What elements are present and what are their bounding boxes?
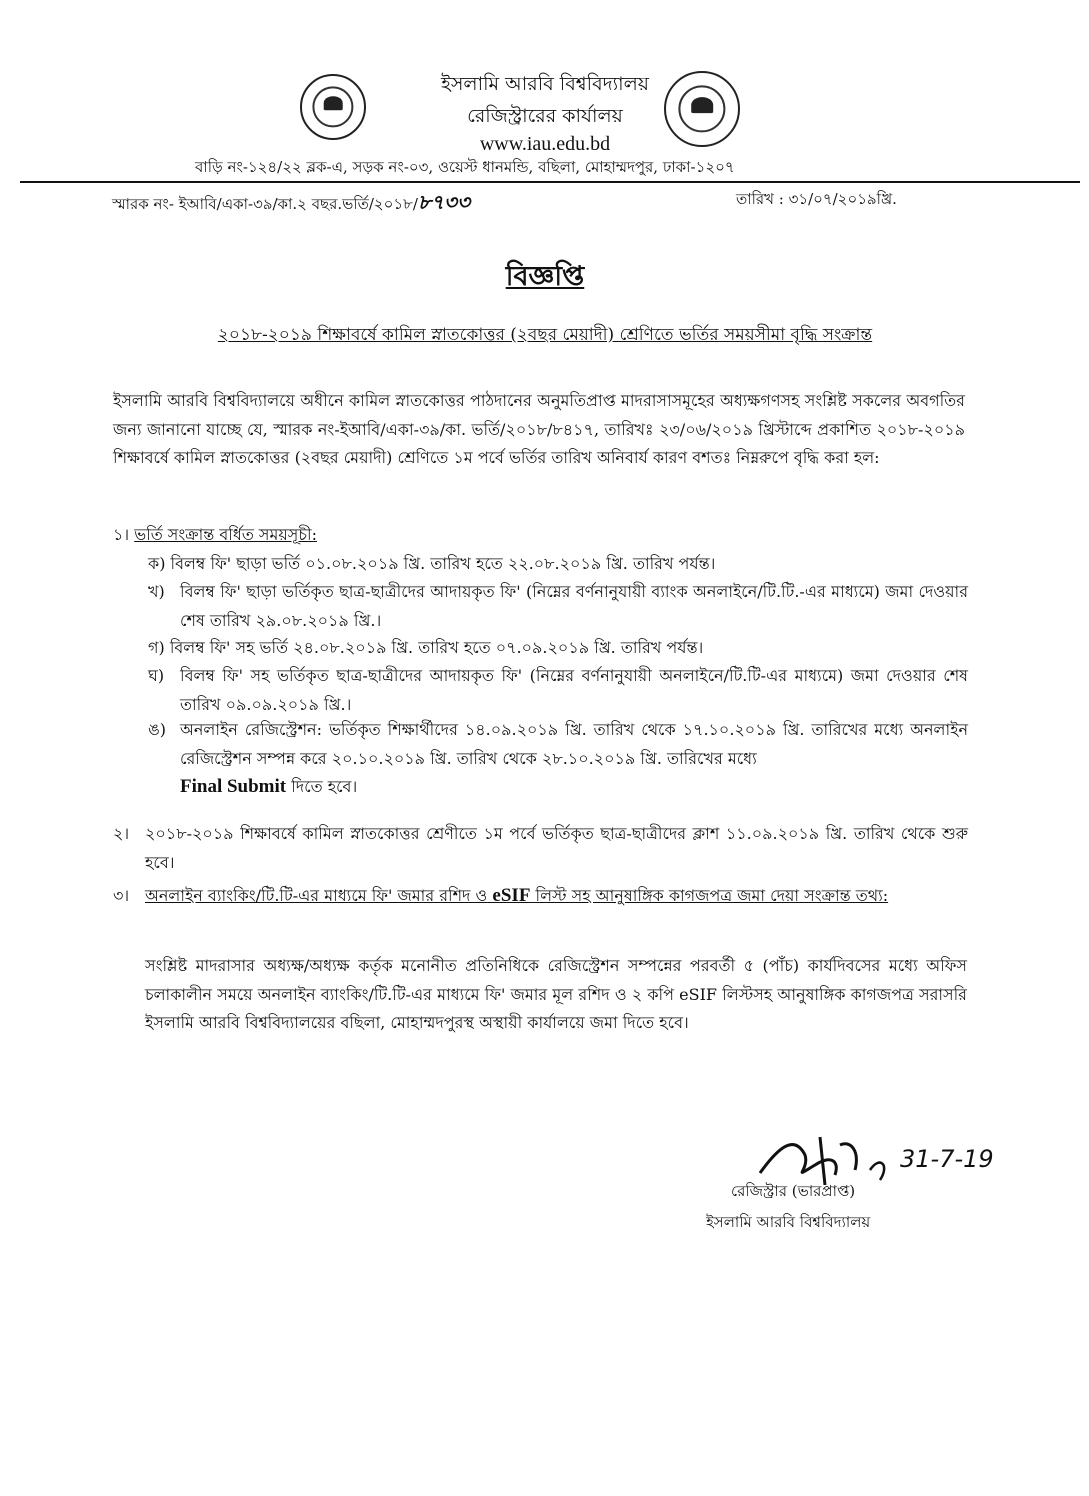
section-1-title: ভর্তি সংক্রান্ত বর্ধিত সময়সূচী: [134,525,317,544]
signature-block [706,1180,936,1236]
notice-subject: ২০১৮-২০১৯ শিক্ষাবর্ষে কামিল স্নাতকোত্তর (২বছর মেয়াদী) শ্রেণিতে ভর্তির সময়সীমা বৃদ্ধি সংক্রান্ত [217,325,873,345]
memo-reference [112,188,470,221]
section-2-number: ২। [113,824,130,843]
header-divider [20,181,1080,183]
list-item: ঘ) বিলম্ব ফি' সহ ভর্তিকৃত ছাত্র-ছাত্রীদের আদায়কৃত ফি' (নিম্নের বর্ণনানুযায়ী অনলাইনে/টি.টি-এর মাধ্যমে) জমা দেওয়ার শেষ তারিখ ০৯.০৯.২০১৯ খ্রি.। [148,666,968,714]
final-submit-label: Final Submit [180,776,287,797]
section-3-heading: ৩। অনলাইন ব্যাংকিং/টি.টি-এর মাধ্যমে ফি' জমার রশিদ ও eSIF লিস্ট সহ আনুষাঙ্গিক কাগজপত্র জমা দেয়া সংক্রান্ত তথ্য: [113,882,968,911]
section-1-number: ১। [113,525,130,544]
section-3-number: ৩। [113,886,130,905]
section-1-heading [113,522,317,549]
memo-ref-number: ৮৭৩৩ [417,190,470,214]
list-item: গ) বিলম্ব ফি' সহ ভর্তি ২৪.০৮.২০১৯ খ্রি. তারিখ হতে ০৭.০৯.২০১৯ খ্রি. তারিখ পর্যন্ত। [148,638,704,657]
list-item: খ) বিলম্ব ফি' ছাড়া ভর্তিকৃত ছাত্র-ছাত্রীদের আদায়কৃত ফি' (নিম্নের বর্ণনানুযায়ী ব্যাংক অনলাইনে/টি.টি.-এর মাধ্যমে) জমা দেওয়ার শেষ তারিখ ২৯.০৮.২০১৯ খ্রি.। [148,582,968,630]
website: www.iau.edu.bd [479,133,611,155]
university-name: ইসলামি আরবি বিশ্ববিদ্যালয় [440,73,649,95]
signatory-designation: রেজিস্ট্রার (ভারপ্রাপ্ত) [731,1182,856,1200]
office-name: রেজিস্ট্রারের কার্যালয় [467,105,623,127]
section-2 [113,820,968,877]
memo-date: তারিখ : ৩১/০৭/২০১৯খ্রি. [736,190,897,208]
section-2-text: ২০১৮-২০১৯ শিক্ষাবর্ষে কামিল স্নাতকোত্তর শ্রেণীতে ১ম পর্বে ভর্তিকৃত ছাত্র-ছাত্রীদের ক্লাশ ১১.০৯.২০১৯ খ্রি. তারিখ থেকে শুরু হবে। [145,824,968,872]
list-item: ক) বিলম্ব ফি' ছাড়া ভর্তি ০১.০৮.২০১৯ খ্রি. তারিখ হতে ২২.০৮.২০১৯ খ্রি. তারিখ পর্যন্ত। [148,554,716,573]
memo-ref-prefix: স্মারক নং- ইআবি/একা-৩৯/কা.২ বছর.ভর্তি/২০১৮/ [112,195,418,213]
signature-date: 31-7-19 [900,1145,994,1173]
signatory-institution: ইসলামি আরবি বিশ্ববিদ্যালয় [706,1213,871,1231]
section-3-body: সংশ্লিষ্ট মাদরাসার অধ্যক্ষ/অধ্যক্ষ কর্তৃক মনোনীত প্রতিনিধিকে রেজিস্ট্রেশন সম্পন্নের পরবর্তী ৫ (পাঁচ) কার্যদিবসের মধ্যে অফিস চলাকালীন সময়ে অনলাইন ব্যাংকিং/টি.টি-এর মাধ্যমে ফি' জমার মূল রশিদ ও ২ কপি eSIF লিস্টসহ আনুষাঙ্গিক কাগজপত্র সরাসরি ইসলামি আরবি বিশ্ববিদ্যালয়ের বছিলা, মোহাম্মদপুরস্থ অস্থায়ী কার্যালয়ে জমা দিতে হবে। [145,956,967,1032]
page-title: বিজ্ঞপ্তি [505,261,585,292]
intro-paragraph: ইসলামি আরবি বিশ্ববিদ্যালয়ে অধীনে কামিল স্নাতকোত্তর পাঠদানের অনুমতিপ্রাপ্ত মাদরাসাসমূহের অধ্যক্ষগণসহ সংশ্লিষ্ট সকলের অবগতির জন্য জানানো যাচ্ছে যে, স্মারক নং-ইআবি/একা-৩৯/কা. ভর্তি/২০১৮/৮৪১৭, তারিখঃ ২৩/০৬/২০১৯ খ্রিস্টাব্দে প্রকাশিত ২০১৮-২০১৯ শিক্ষাবর্ষে কামিল স্নাতকোত্তর (২বছর মেয়াদী) শ্রেণিতে ১ম পর্বে ভর্তির তারিখ অনিবার্য কারণ বশতঃ নিম্নরুপে বৃদ্ধি করা হল: [113,391,965,467]
office-address: বাড়ি নং-১২৪/২২ ব্লক-এ, সড়ক নং-০৩, ওয়েস্ট ধানমন্ডি, বছিলা, মোহাম্মদপুর, ঢাকা-১২০৭ [195,158,735,176]
list-item: ঙ) অনলাইন রেজিস্ট্রেশন: ভর্তিকৃত শিক্ষার্থীদের ১৪.০৯.২০১৯ খ্রি. তারিখ থেকে ১৭.১০.২০১৯ খ্রি. তারিখের মধ্যে অনলাইন রেজিস্ট্রেশন সম্পন্ন করে ২০.১০.২০১৯ খ্রি. তারিখ থেকে ২৮.১০.২০১৯ খ্রি. তারিখের মধ্যে Final Submit দিতে হবে। [148,720,968,797]
